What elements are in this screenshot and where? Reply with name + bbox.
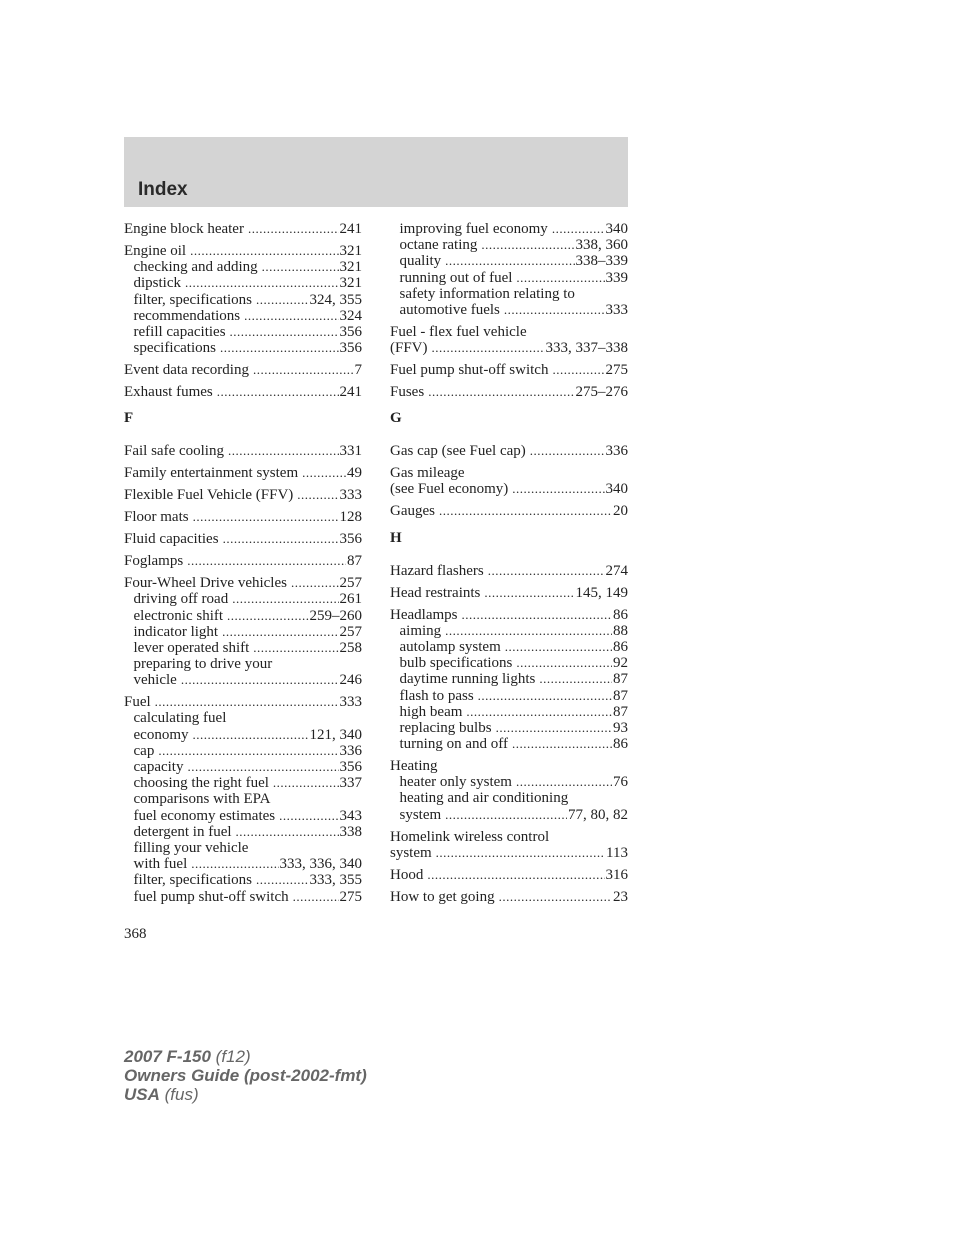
entry-text: filter, specifications xyxy=(133,872,253,889)
index-entry xyxy=(390,585,628,601)
dot-leader xyxy=(516,270,604,286)
index-entry-line xyxy=(124,384,362,400)
dot-leader xyxy=(505,639,612,655)
page-reference: 336 xyxy=(339,742,362,759)
index-entry-line xyxy=(390,384,628,400)
page-reference: 333, 355 xyxy=(309,872,362,889)
page-reference: 321 xyxy=(339,242,362,259)
dot-leader xyxy=(478,688,612,704)
entry-text: fuel pump shut-off switch xyxy=(133,888,289,905)
entry-text: daytime running lights xyxy=(399,671,536,688)
page-reference: 356 xyxy=(339,340,362,357)
dot-leader xyxy=(248,221,339,237)
index-subentry xyxy=(124,872,362,888)
page-reference: 356 xyxy=(339,531,362,548)
entry-text: (see Fuel economy) xyxy=(390,481,509,498)
index-entry xyxy=(124,221,362,237)
entry-text: checking and adding xyxy=(133,259,258,276)
dot-leader xyxy=(428,384,574,400)
index-subentry xyxy=(124,308,362,324)
entry-text: improving fuel economy xyxy=(399,221,548,237)
entry-text: driving off road xyxy=(133,591,229,608)
index-subentry xyxy=(390,253,628,269)
entry-text: Fail safe cooling xyxy=(124,443,224,460)
page-reference: 86 xyxy=(613,736,628,753)
entry-text: Engine block heater xyxy=(124,221,244,237)
dot-leader xyxy=(228,443,339,459)
entry-text: system xyxy=(399,806,442,823)
page-reference: 121, 340 xyxy=(309,726,362,743)
footer-market: USA xyxy=(124,1085,160,1104)
footer-line-1 xyxy=(124,1047,367,1066)
index-subentry xyxy=(124,840,362,856)
entry-text: Homelink wireless control xyxy=(390,828,550,845)
section-letter: G xyxy=(390,410,402,427)
index-subentry xyxy=(124,259,362,275)
dot-leader xyxy=(185,275,339,291)
entry-text: running out of fuel xyxy=(399,269,513,286)
dot-leader xyxy=(530,443,605,459)
index-entry xyxy=(124,694,362,904)
page-reference: 87 xyxy=(613,687,628,704)
index-subentry xyxy=(390,221,628,237)
index-entry-line xyxy=(390,465,628,481)
page-reference: 321 xyxy=(339,259,362,276)
page-reference: 87 xyxy=(347,553,362,570)
entry-text: capacity xyxy=(133,759,184,776)
page-reference: 333 xyxy=(339,487,362,504)
entry-text: Hood xyxy=(390,866,424,883)
page-reference: 76 xyxy=(613,774,628,791)
page-reference: 259–260 xyxy=(309,607,362,624)
index-entry xyxy=(390,829,628,861)
entry-text: Fuel xyxy=(124,694,151,711)
index-entry-line xyxy=(124,509,362,525)
index-entry xyxy=(124,509,362,525)
page-reference: 275 xyxy=(339,888,362,905)
index-subentry xyxy=(124,727,362,743)
index-entry-line xyxy=(390,829,628,845)
entry-text: fuel economy estimates xyxy=(133,807,276,824)
index-entry xyxy=(390,889,628,905)
index-subentry xyxy=(390,639,628,655)
index-entry xyxy=(390,503,628,519)
index-entry xyxy=(390,362,628,378)
index-entry-line xyxy=(124,243,362,259)
entry-text: vehicle xyxy=(133,672,177,689)
page-reference: 77, 80, 82 xyxy=(568,806,628,823)
index-entry xyxy=(390,607,628,753)
entry-text: bulb specifications xyxy=(399,655,513,672)
page-reference: 356 xyxy=(339,323,362,340)
index-subentry xyxy=(390,736,628,752)
page-reference: 241 xyxy=(339,384,362,401)
page-reference: 113 xyxy=(606,844,628,861)
dot-leader xyxy=(496,720,612,736)
page-title: Index xyxy=(138,179,188,200)
index-subentry xyxy=(124,672,362,688)
dot-leader xyxy=(445,623,612,639)
index-entry xyxy=(390,443,628,459)
page-reference: 333, 336, 340 xyxy=(279,856,362,873)
page-reference: 338–339 xyxy=(575,253,628,270)
dot-leader xyxy=(256,872,308,888)
index-entry-line xyxy=(124,694,362,710)
index-subentry xyxy=(124,275,362,291)
index-subentry xyxy=(124,710,362,726)
index-subentry xyxy=(390,623,628,639)
page-reference: 257 xyxy=(339,575,362,592)
page-reference: 257 xyxy=(339,623,362,640)
page-reference: 275 xyxy=(605,362,628,379)
index-subentry xyxy=(124,791,362,807)
dot-leader xyxy=(445,807,567,823)
entry-text: system xyxy=(390,844,432,861)
dot-leader xyxy=(244,308,338,324)
entry-text: automotive fuels xyxy=(399,301,500,318)
dot-leader xyxy=(232,591,338,607)
entry-text: Hazard flashers xyxy=(390,562,484,579)
entry-text: Gas cap (see Fuel cap) xyxy=(390,443,526,460)
entry-text: Foglamps xyxy=(124,553,184,570)
entry-text: refill capacities xyxy=(133,323,226,340)
page-reference: 241 xyxy=(339,221,362,237)
entry-text: Fluid capacities xyxy=(124,531,219,548)
page-reference: 49 xyxy=(347,465,362,482)
page-reference: 338 xyxy=(339,823,362,840)
index-subentry xyxy=(390,807,628,823)
page-reference: 324 xyxy=(339,307,362,324)
entry-text: detergent in fuel xyxy=(133,823,232,840)
index-entry xyxy=(390,465,628,497)
dot-leader xyxy=(217,384,339,400)
index-subentry xyxy=(390,286,628,302)
entry-text: aiming xyxy=(399,622,442,639)
index-subentry xyxy=(124,824,362,840)
entry-text: cap xyxy=(133,742,155,759)
dot-leader xyxy=(461,607,612,623)
index-entry-line xyxy=(124,575,362,591)
entry-text: (FFV) xyxy=(390,340,428,357)
index-entry xyxy=(124,443,362,459)
page-reference: 324, 355 xyxy=(309,291,362,308)
page-reference: 246 xyxy=(339,672,362,689)
dot-leader xyxy=(227,608,308,624)
dot-leader xyxy=(512,481,604,497)
footer-guide-name: Owners Guide (post-2002-fmt) xyxy=(124,1066,367,1085)
index-subentry xyxy=(124,340,362,356)
entry-text: lever operated shift xyxy=(133,639,250,656)
entry-text: Headlamps xyxy=(390,606,458,623)
page-reference: 321 xyxy=(339,275,362,292)
page-reference: 331 xyxy=(339,443,362,460)
section-letter: F xyxy=(124,410,134,427)
dot-leader xyxy=(155,694,339,710)
index-entry xyxy=(124,487,362,503)
page-reference: 337 xyxy=(339,775,362,792)
index-subentry xyxy=(390,774,628,790)
entry-text: Event data recording xyxy=(124,362,249,379)
index-entry xyxy=(390,221,628,318)
dot-leader xyxy=(220,340,339,356)
entry-text: autolamp system xyxy=(399,638,501,655)
dot-leader xyxy=(253,640,338,656)
entry-text: Heating xyxy=(390,758,438,775)
footer-model: 2007 F-150 xyxy=(124,1047,211,1066)
dot-leader xyxy=(192,727,308,743)
entry-text: recommendations xyxy=(133,307,241,324)
index-entry-line xyxy=(124,487,362,503)
dot-leader xyxy=(291,575,339,591)
entry-text: indicator light xyxy=(133,623,219,640)
index-entry xyxy=(390,563,628,579)
entry-text: Fuses xyxy=(390,384,425,401)
dot-leader xyxy=(262,259,339,275)
document-footer xyxy=(124,1047,367,1104)
entry-text: heater only system xyxy=(399,774,512,791)
dot-leader xyxy=(499,889,612,905)
index-entry-line xyxy=(390,889,628,905)
page-reference: 333 xyxy=(339,694,362,711)
index-subentry xyxy=(124,889,362,905)
index-entry xyxy=(124,531,362,547)
dot-leader xyxy=(293,889,339,905)
section-letter: H xyxy=(390,529,402,546)
page-reference: 92 xyxy=(613,655,628,672)
index-entry xyxy=(124,575,362,688)
dot-leader xyxy=(273,775,339,791)
page-reference: 356 xyxy=(339,759,362,776)
index-entry xyxy=(124,384,362,400)
page-reference: 23 xyxy=(613,888,628,905)
index-header-bar xyxy=(124,137,628,207)
page-reference: 258 xyxy=(339,639,362,656)
footer-market-code: (fus) xyxy=(159,1085,199,1104)
entry-text: Engine oil xyxy=(124,242,187,259)
index-subentry xyxy=(124,743,362,759)
page-reference: 20 xyxy=(613,503,628,520)
dot-leader xyxy=(552,221,605,237)
index-subentry xyxy=(390,790,628,806)
index-subentry xyxy=(124,324,362,340)
index-subentry xyxy=(390,720,628,736)
footer-model-code: (f12) xyxy=(210,1047,251,1066)
entry-text: How to get going xyxy=(390,888,495,905)
index-subentry xyxy=(390,704,628,720)
page-reference: 145, 149 xyxy=(575,584,628,601)
entry-text: octane rating xyxy=(399,237,478,254)
index-subentry xyxy=(390,270,628,286)
dot-leader xyxy=(488,563,605,579)
dot-leader xyxy=(256,292,308,308)
dot-leader xyxy=(302,465,346,481)
entry-text: flash to pass xyxy=(399,687,474,704)
entry-text: heating and air conditioning xyxy=(399,790,569,807)
index-subentry xyxy=(390,655,628,671)
entry-text: turning on and off xyxy=(399,736,508,753)
index-entry-line xyxy=(390,758,628,774)
dot-leader xyxy=(181,672,339,688)
dot-leader xyxy=(539,671,612,687)
index-column-left xyxy=(124,221,362,905)
dot-leader xyxy=(193,509,339,525)
index-subentry xyxy=(124,759,362,775)
index-subentry xyxy=(390,688,628,704)
dot-leader xyxy=(297,487,338,503)
dot-leader xyxy=(504,302,605,318)
dot-leader xyxy=(190,243,338,259)
page-reference: 343 xyxy=(339,807,362,824)
index-entry-line xyxy=(124,443,362,459)
entry-text: Floor mats xyxy=(124,509,189,526)
dot-leader xyxy=(439,503,612,519)
entry-text: safety information relating to xyxy=(399,285,575,302)
index-subentry xyxy=(390,237,628,253)
page-reference: 339 xyxy=(605,269,628,286)
dot-leader xyxy=(279,808,338,824)
dot-leader xyxy=(253,362,354,378)
entry-text: with fuel xyxy=(133,856,188,873)
entry-text: choosing the right fuel xyxy=(133,775,269,792)
index-subentry xyxy=(390,302,628,318)
entry-text: replacing bulbs xyxy=(399,719,492,736)
entry-text: Head restraints xyxy=(390,584,481,601)
index-entry xyxy=(124,553,362,569)
dot-leader xyxy=(516,774,612,790)
index-subentry xyxy=(124,591,362,607)
index-entry xyxy=(390,867,628,883)
entry-text: comparisons with EPA xyxy=(133,791,271,808)
entry-text: Gauges xyxy=(390,503,435,520)
page-reference: 333 xyxy=(605,301,628,318)
index-entry-line xyxy=(124,221,362,237)
dot-leader xyxy=(466,704,612,720)
index-subentry xyxy=(390,671,628,687)
dot-leader xyxy=(552,362,604,378)
page-reference: 333, 337–338 xyxy=(545,340,628,357)
index-subentry xyxy=(124,856,362,872)
index-entry xyxy=(124,243,362,356)
index-subentry xyxy=(124,775,362,791)
footer-line-3 xyxy=(124,1085,367,1104)
entry-text: Fuel - flex fuel vehicle xyxy=(390,323,527,340)
dot-leader xyxy=(432,340,545,356)
page-reference: 86 xyxy=(613,638,628,655)
page-reference: 93 xyxy=(613,719,628,736)
index-entry-line xyxy=(124,553,362,569)
dot-leader xyxy=(223,531,339,547)
index-entry-line xyxy=(390,867,628,883)
index-entry-line xyxy=(124,362,362,378)
index-entry-line xyxy=(124,465,362,481)
dot-leader xyxy=(187,759,338,775)
entry-text: filter, specifications xyxy=(133,291,253,308)
entry-text: quality xyxy=(399,253,442,270)
dot-leader xyxy=(191,856,278,872)
index-subentry xyxy=(124,292,362,308)
dot-leader xyxy=(445,253,574,269)
entry-text: filling your vehicle xyxy=(133,839,249,856)
entry-text: Four-Wheel Drive vehicles xyxy=(124,575,287,592)
index-entry xyxy=(390,324,628,356)
entry-text: dipstick xyxy=(133,275,181,292)
dot-leader xyxy=(512,736,612,752)
dot-leader xyxy=(158,743,338,759)
page-reference: 275–276 xyxy=(575,384,628,401)
page-reference: 88 xyxy=(613,622,628,639)
index-entry-line xyxy=(390,340,628,356)
index-entry-line xyxy=(390,443,628,459)
index-entry-line xyxy=(390,845,628,861)
dot-leader xyxy=(484,585,574,601)
index-column-right xyxy=(390,221,628,905)
entry-text: specifications xyxy=(133,340,216,357)
dot-leader xyxy=(222,624,338,640)
index-entry-line xyxy=(390,585,628,601)
page-reference: 7 xyxy=(354,362,362,379)
entry-text: electronic shift xyxy=(133,607,224,624)
page-reference: 316 xyxy=(605,866,628,883)
page-reference: 128 xyxy=(339,509,362,526)
dot-leader xyxy=(427,867,604,883)
entry-text: preparing to drive your xyxy=(133,656,273,673)
index-subentry xyxy=(124,624,362,640)
dot-leader xyxy=(187,553,346,569)
index-entry xyxy=(124,465,362,481)
index-entry xyxy=(124,362,362,378)
entry-text: Gas mileage xyxy=(390,465,465,482)
footer-line-2 xyxy=(124,1066,367,1085)
dot-leader xyxy=(481,237,574,253)
entry-text: Fuel pump shut-off switch xyxy=(390,362,549,379)
page-reference: 340 xyxy=(605,481,628,498)
index-entry xyxy=(390,758,628,823)
entry-text: economy xyxy=(133,726,189,743)
index-subentry xyxy=(124,640,362,656)
dot-leader xyxy=(236,824,339,840)
page-reference: 340 xyxy=(605,221,628,237)
index-subentry xyxy=(124,808,362,824)
entry-text: Exhaust fumes xyxy=(124,384,213,401)
index-entry-line xyxy=(390,563,628,579)
page-number: 368 xyxy=(124,926,147,942)
page-reference: 86 xyxy=(613,606,628,623)
page-reference: 261 xyxy=(339,591,362,608)
page-reference: 87 xyxy=(613,671,628,688)
index-entry-line xyxy=(390,503,628,519)
entry-text: calculating fuel xyxy=(133,710,227,727)
entry-text: high beam xyxy=(399,703,463,720)
page-reference: 338, 360 xyxy=(575,237,628,254)
index-entry-line xyxy=(390,324,628,340)
dot-leader xyxy=(436,845,605,861)
index-entry-line xyxy=(390,362,628,378)
entry-text: Family entertainment system xyxy=(124,465,299,482)
index-entry-line xyxy=(390,607,628,623)
entry-text: Flexible Fuel Vehicle (FFV) xyxy=(124,487,294,504)
dot-leader xyxy=(516,655,612,671)
index-entry-line xyxy=(124,531,362,547)
index-subentry xyxy=(124,656,362,672)
page-reference: 274 xyxy=(605,562,628,579)
index-entry-line xyxy=(390,481,628,497)
index-subentry xyxy=(124,608,362,624)
page-reference: 336 xyxy=(605,443,628,460)
dot-leader xyxy=(230,324,339,340)
index-entry xyxy=(390,384,628,400)
page-reference: 87 xyxy=(613,703,628,720)
